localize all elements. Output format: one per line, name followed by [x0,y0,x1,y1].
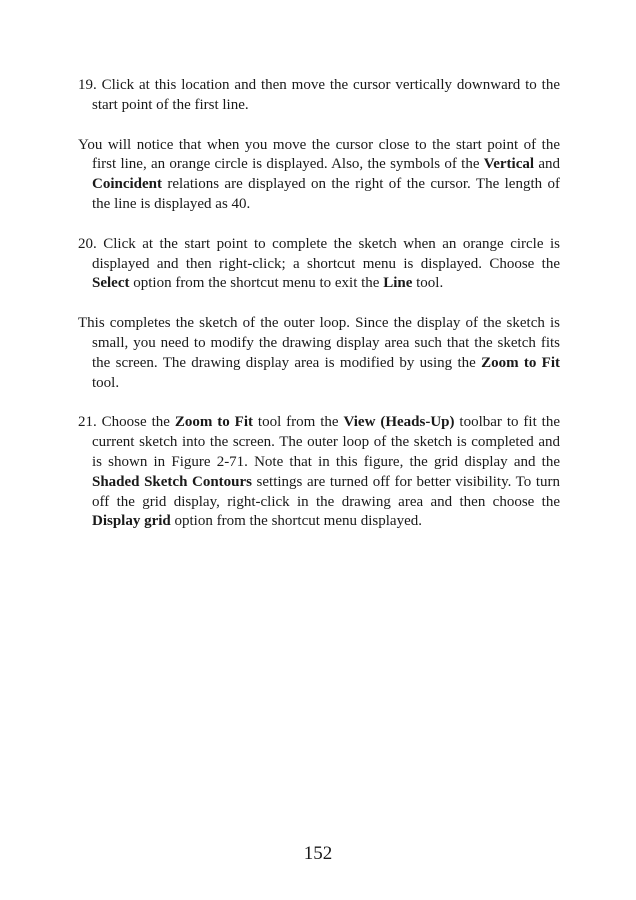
bold-term-view-heads-up: View (Heads-Up) [343,414,455,431]
bold-term-shaded-sketch-contours: Shaded Sketch Contours [92,473,252,490]
paragraph-note-outer-loop [78,314,560,393]
text-segment: 20. Click at the start point to complete the sketch when an orange circle is displayed and then right-click; a shortcut menu is displayed. Choose the [78,235,560,272]
paragraph-note-orange-circle [78,136,560,215]
bold-term-zoom-to-fit: Zoom to Fit [481,354,560,371]
page-number: 152 [303,843,333,864]
text-segment: and [534,156,560,173]
text-segment: tool. [412,275,444,292]
text-segment: relations are displayed on the right of the cursor. The length of the line is displayed as 40. [92,176,560,212]
bold-term-coincident: Coincident [92,176,163,193]
text-segment: option from the shortcut menu displayed. [170,513,422,530]
bold-term-display-grid: Display grid [92,513,171,530]
text-segment: toolbar to fit the current sketch into the screen. The outer loop of the sketch is completed and is shown in Figure 2-71. Note that in this figure, the grid display and the [92,414,560,470]
text-segment: tool. [92,374,120,391]
page-body [78,76,560,552]
bold-term-zoom-to-fit: Zoom to Fit [174,414,253,431]
text-segment: tool from the [252,414,344,431]
bold-term-select: Select [92,275,130,292]
text-segment: option from the shortcut menu to exit the [129,275,384,292]
paragraph-step-21 [78,413,560,532]
paragraph-step-19 [78,76,560,116]
text-segment: You will notice that when you move the cursor close to the start point of the first line, an orange circle is displayed. Also, the symbols of the [78,136,560,173]
bold-term-line: Line [383,275,413,292]
text-segment: 21. Choose the [78,414,175,431]
text-segment: This completes the sketch of the outer loop. Since the display of the sketch is small, you need to modify the drawing display area such that the sketch fits the screen. The drawing display area is modified by using the [78,315,560,371]
text-segment: settings are turned off for better visibility. To turn off the grid display, right-click in the drawing area and then choose the [92,473,560,510]
paragraph-step-20 [78,235,560,294]
bold-term-vertical: Vertical [483,156,535,173]
text-segment: 19. Click at this location and then move the cursor vertically downward to the start point of the first line. [78,77,560,113]
